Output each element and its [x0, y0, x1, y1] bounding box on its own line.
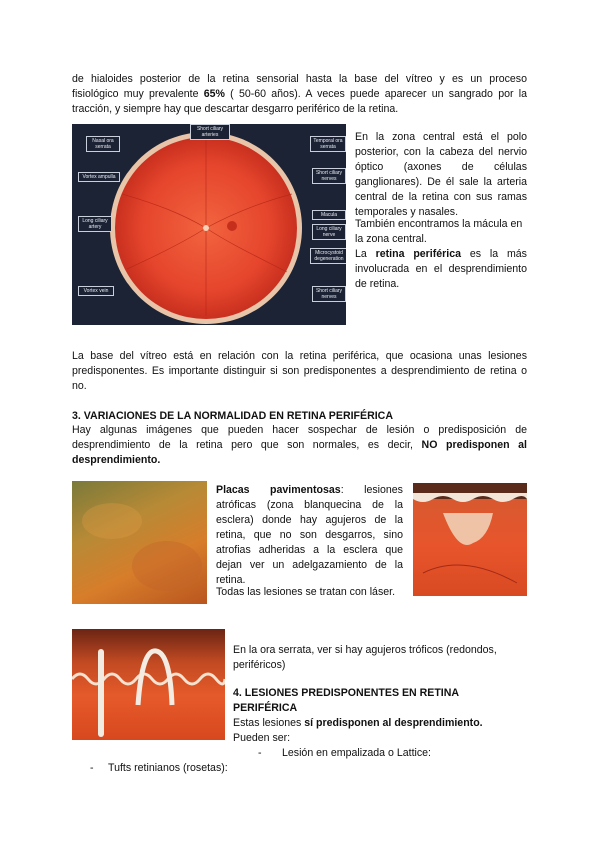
- text: : lesiones atróficas (zona blanquecina de la esclera) donde hay agujeros de la retina, que no son desgarros, sino atrofias adheridas a la esclera que dejan ver un adelgazamiento de la retina.: [216, 484, 403, 586]
- label-long-ciliary-artery: Long ciliary artery: [78, 216, 112, 232]
- label-temporal-ora: Temporal ora serrata: [310, 136, 346, 152]
- section-3-text: [72, 423, 527, 468]
- ora-serrata-illustration: [72, 629, 225, 740]
- ora-serrata-text: En la ora serrata, ver si hay agujeros tróficos (redondos, periféricos): [233, 644, 497, 671]
- intro-line-2: [72, 87, 527, 102]
- intro-text: ( 50-60 años). A veces puede aparecer un sangrado por la: [224, 88, 527, 100]
- label-short-ciliary-nerves-2: Short ciliary nerves: [312, 286, 346, 302]
- label-macula: Macula: [312, 210, 346, 220]
- placas-right-texture: [413, 483, 527, 596]
- intro-line-3: tracción, y siempre hay que descartar desgarro periférico de la retina.: [72, 103, 399, 115]
- bold-si-predisponen: sí predisponen al desprendimiento.: [304, 717, 483, 729]
- bullet-tufts: Tufts retinianos (rosetas):: [108, 762, 228, 774]
- section-3-title: 3. VARIACIONES DE LA NORMALIDAD EN RETINA PERIFÉRICA: [72, 410, 393, 422]
- placas-image-right: [413, 483, 527, 596]
- text: es la más involucrada en el desprendimiento de retina.: [355, 248, 527, 290]
- macula-text: También encontramos la mácula en la zona central.: [355, 218, 523, 245]
- label-short-ciliary-nerves: Short ciliary nerves: [312, 168, 346, 184]
- bullet-dash: -: [258, 747, 262, 759]
- pueden-ser-text: Pueden ser:: [233, 732, 291, 744]
- bold-retina-periferica: retina periférica: [375, 248, 462, 260]
- bold-placas-pavimentosas: Placas pavimentosas: [216, 484, 341, 496]
- label-nasal-ora: Nasal ora serrata: [86, 136, 120, 152]
- section-4-title: 4. LESIONES PREDISPONENTES EN RETINA PERIFÉRICA: [233, 687, 459, 714]
- text: Estas lesiones: [233, 717, 305, 729]
- label-vortex-ampulla: Vortex ampulla: [78, 172, 120, 182]
- retina-periferica-text: [355, 247, 527, 292]
- intro-bold-percent: 65%: [203, 88, 225, 100]
- intro-text: fisiológico muy prevalente: [72, 88, 204, 100]
- fundus-diagram: [72, 124, 346, 325]
- label-short-ciliary-arteries: Short ciliary arteries: [190, 124, 230, 140]
- placas-text: [216, 483, 403, 588]
- polo-posterior-text: En la zona central está el polo posterior, con la cabeza del nervio óptico (axones de células ganglionares). De él sale la arteria central de la retina con sus ramas temporales y nasales.: [355, 131, 527, 218]
- intro-line-1: de hialoides posterior de la retina sensorial hasta la base del vítreo y es un proceso: [72, 73, 527, 85]
- placas-image-left: [72, 481, 207, 604]
- section-4-text: [233, 716, 523, 731]
- base-vitreo-paragraph: La base del vítreo está en relación con la retina periférica, que ocasiona unas lesiones predisponentes. Es importante distinguir si son predisponentes a desprendimiento de retina o no.: [72, 350, 527, 392]
- ora-serrata-image: [72, 629, 225, 740]
- label-vortex-vein: Vortex vein: [78, 286, 114, 296]
- text: La: [355, 248, 376, 260]
- label-long-ciliary-nerve: Long ciliary nerve: [312, 224, 346, 240]
- laser-text: Todas las lesiones se tratan con láser.: [216, 586, 396, 598]
- label-microcystoid: Microcystoid degeneration: [310, 248, 346, 264]
- placas-texture: [72, 481, 207, 604]
- bullet-dash: -: [90, 762, 94, 774]
- bullet-lattice: Lesión en empalizada o Lattice:: [282, 747, 432, 759]
- text: Hay algunas imágenes que pueden hacer sospechar de lesión o predisposición de desprendimiento de la retina pero que son normales, es decir,: [72, 424, 527, 451]
- bold-no-predisponen: NO predisponen al desprendimiento.: [72, 439, 527, 466]
